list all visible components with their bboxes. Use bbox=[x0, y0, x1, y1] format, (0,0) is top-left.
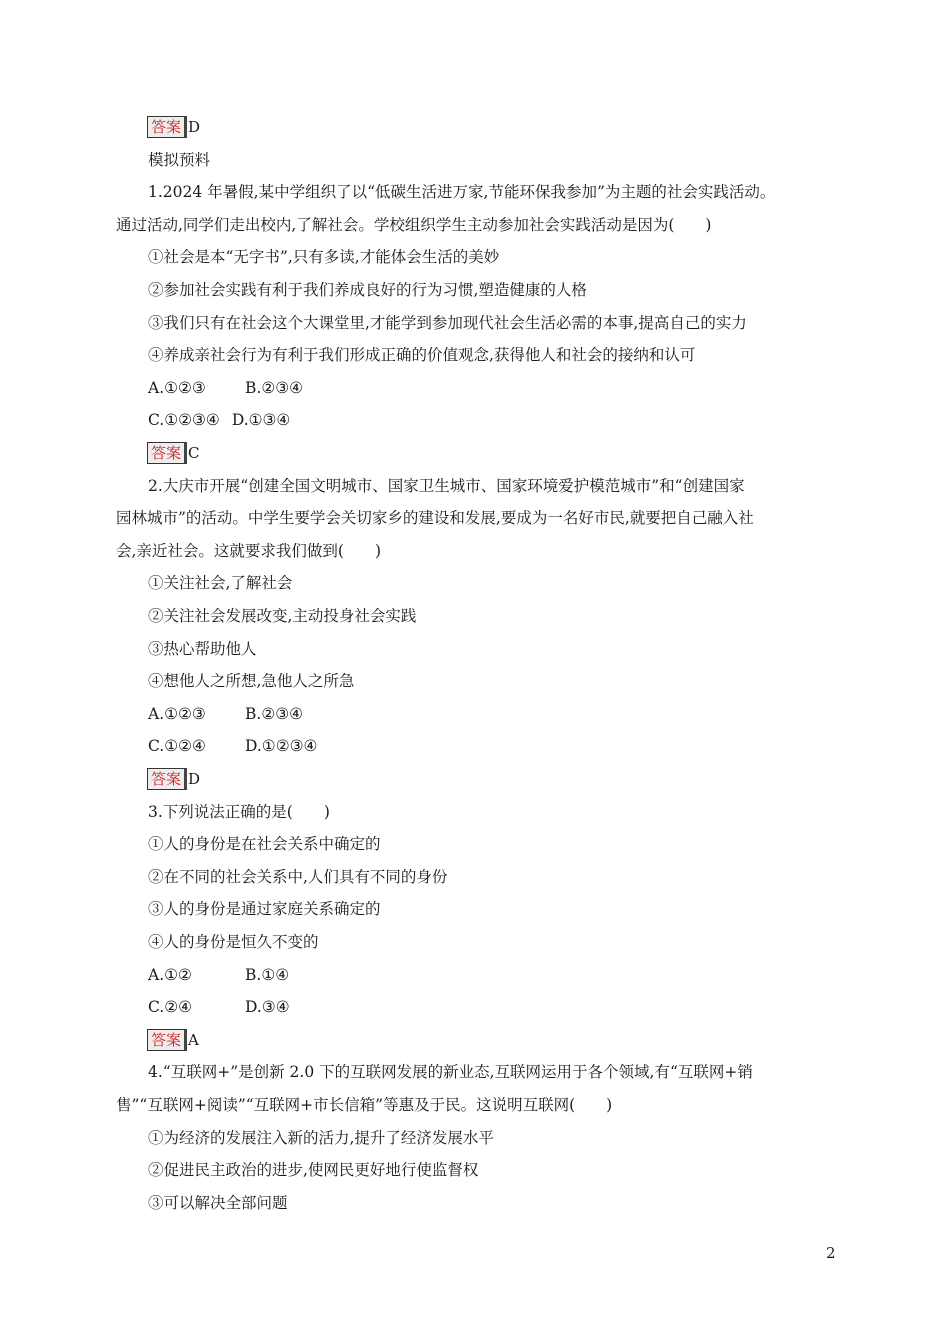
text-line: ①人的身份是在社会关系中确定的 bbox=[148, 835, 381, 853]
text-line: 模拟预料 bbox=[148, 151, 211, 169]
option-b: D.①③④ bbox=[231, 411, 291, 429]
text-line: 4.“互联网+”是创新 2.0 下的互联网发展的新业态,互联网运用于各个领域,有“互联网+销 bbox=[148, 1063, 753, 1081]
text-line: 会,亲近社会。这就要求我们做到( ) bbox=[116, 542, 382, 560]
option-a: C.①②④ bbox=[148, 737, 206, 755]
option-row bbox=[148, 996, 290, 1018]
text-line: ②在不同的社会关系中,人们具有不同的身份 bbox=[148, 868, 448, 886]
text-line: ②关注社会发展改变,主动投身社会实践 bbox=[148, 607, 417, 625]
text-line: ①社会是本“无字书”,只有多读,才能体会生活的美妙 bbox=[148, 248, 500, 266]
option-b: B.①④ bbox=[245, 966, 290, 984]
option-b: B.②③④ bbox=[245, 705, 304, 723]
option-a: A.①②③ bbox=[148, 379, 206, 397]
answer-row bbox=[147, 767, 200, 791]
answer-value: D bbox=[188, 770, 201, 788]
option-a: C.①②③④ bbox=[148, 411, 220, 429]
text-line: ④人的身份是恒久不变的 bbox=[148, 933, 319, 951]
answer-row bbox=[147, 1028, 199, 1052]
text-line: 园林城市”的活动。中学生要学会关切家乡的建设和发展,要成为一名好市民,就要把自己融入社 bbox=[116, 509, 754, 527]
option-b: D.①②③④ bbox=[245, 737, 318, 755]
option-row bbox=[148, 964, 289, 986]
option-a: A.①② bbox=[148, 966, 192, 984]
option-a: A.①②③ bbox=[148, 705, 206, 723]
answer-label: 答案 bbox=[147, 768, 187, 790]
answer-value: A bbox=[188, 1031, 199, 1049]
text-line: ③人的身份是通过家庭关系确定的 bbox=[148, 900, 381, 918]
answer-value: C bbox=[188, 444, 200, 462]
page-number: 2 bbox=[826, 1244, 836, 1262]
answer-label: 答案 bbox=[147, 1029, 187, 1051]
option-a: C.②④ bbox=[148, 998, 193, 1016]
text-line: ①关注社会,了解社会 bbox=[148, 574, 293, 592]
option-row bbox=[148, 703, 303, 725]
text-line: 2.大庆市开展“创建全国文明城市、国家卫生城市、国家环境爱护模范城市”和“创建国家 bbox=[148, 477, 745, 495]
option-b: D.③④ bbox=[245, 998, 290, 1016]
answer-row bbox=[147, 441, 200, 465]
answer-row bbox=[147, 115, 200, 139]
text-line: 3.下列说法正确的是( ) bbox=[148, 803, 330, 821]
option-b: B.②③④ bbox=[245, 379, 304, 397]
answer-value: D bbox=[188, 118, 201, 136]
text-line: 售”“互联网+阅读”“互联网+市长信箱”等惠及于民。这说明互联网( ) bbox=[116, 1096, 613, 1114]
text-line: ①为经济的发展注入新的活力,提升了经济发展水平 bbox=[148, 1129, 494, 1147]
answer-label: 答案 bbox=[147, 442, 187, 464]
text-line: ④养成亲社会行为有利于我们形成正确的价值观念,获得他人和社会的接纳和认可 bbox=[148, 346, 696, 364]
text-line: 1.2024 年暑假,某中学组织了以“低碳生活进万家,节能环保我参加”为主题的社会实践活动。 bbox=[148, 183, 776, 201]
text-line: ③可以解决全部问题 bbox=[148, 1194, 288, 1212]
text-line: ②促进民主政治的进步,使网民更好地行使监督权 bbox=[148, 1161, 479, 1179]
option-row bbox=[148, 735, 317, 757]
text-line: ③热心帮助他人 bbox=[148, 640, 257, 658]
text-line: ④想他人之所想,急他人之所急 bbox=[148, 672, 355, 690]
answer-label: 答案 bbox=[147, 116, 187, 138]
text-line: ③我们只有在社会这个大课堂里,才能学到参加现代社会生活必需的本事,提高自己的实力 bbox=[148, 314, 747, 332]
option-row bbox=[148, 377, 303, 399]
text-line: ②参加社会实践有利于我们养成良好的行为习惯,塑造健康的人格 bbox=[148, 281, 587, 299]
option-row bbox=[148, 409, 290, 431]
text-line: 通过活动,同学们走出校内,了解社会。学校组织学生主动参加社会实践活动是因为( ) bbox=[116, 216, 712, 234]
